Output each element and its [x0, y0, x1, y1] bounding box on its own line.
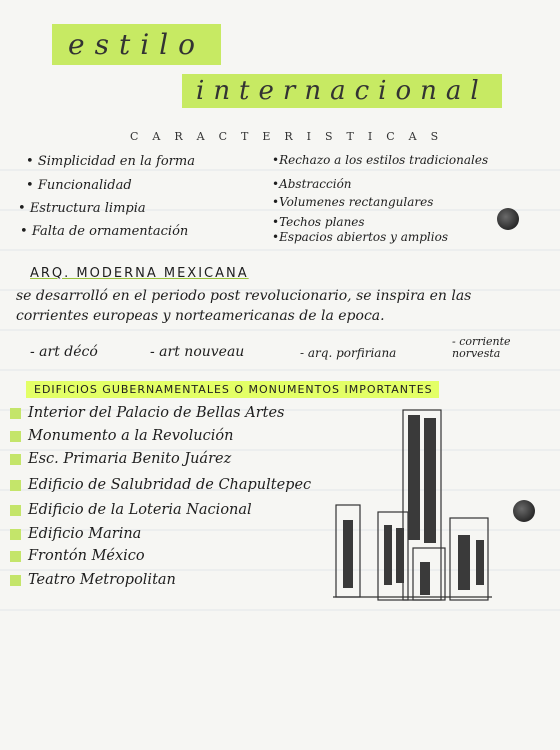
building-item: Frontón México — [10, 548, 145, 564]
building-item: Edificio de Salubridad de Chapultepec — [10, 477, 311, 493]
binder-hole-icon — [513, 500, 535, 522]
char-left-item: • Funcionalidad — [26, 178, 132, 193]
title-internacional: internacional — [182, 74, 502, 108]
char-left-item: • Falta de ornamentación — [20, 224, 189, 239]
building-item: Teatro Metropolitan — [10, 572, 176, 588]
building-item: Interior del Palacio de Bellas Artes — [10, 405, 284, 421]
binder-hole-icon — [497, 208, 519, 230]
characteristics-heading: CARACTERISTICAS — [130, 130, 453, 143]
char-right-item: •Espacios abiertos y amplios — [272, 230, 448, 244]
char-left-item: • Simplicidad en la forma — [26, 154, 195, 169]
buildings-heading: EDIFICIOS GUBERNAMENTALES O MONUMENTOS IMPORTANTES — [26, 381, 439, 398]
building-item: Esc. Primaria Benito Juárez — [10, 451, 231, 467]
section-heading: ARQ. MODERNA MEXICANA — [30, 266, 249, 281]
char-right-item: •Volumenes rectangulares — [272, 195, 434, 209]
section-paragraph-line: se desarrolló en el periodo post revolucionario, se inspira en las — [16, 288, 472, 304]
section-paragraph-line: corrientes europeas y norteamericanas de la epoca. — [16, 308, 385, 324]
char-right-item: •Rechazo a los estilos tradicionales — [272, 153, 489, 167]
style-item: - corriente norvesta — [452, 335, 511, 360]
title-estilo: estilo — [52, 24, 221, 65]
char-left-item: • Estructura limpia — [18, 201, 146, 216]
char-right-item: •Techos planes — [272, 215, 365, 229]
building-item: Edificio de la Loteria Nacional — [10, 502, 252, 518]
building-item: Monumento a la Revolución — [10, 428, 233, 444]
char-right-item: •Abstracción — [272, 177, 352, 191]
style-item: - arq. porfiriana — [300, 346, 397, 360]
building-item: Edificio Marina — [10, 526, 141, 542]
style-item: - art décó — [30, 344, 98, 360]
style-item: - art nouveau — [150, 344, 245, 360]
